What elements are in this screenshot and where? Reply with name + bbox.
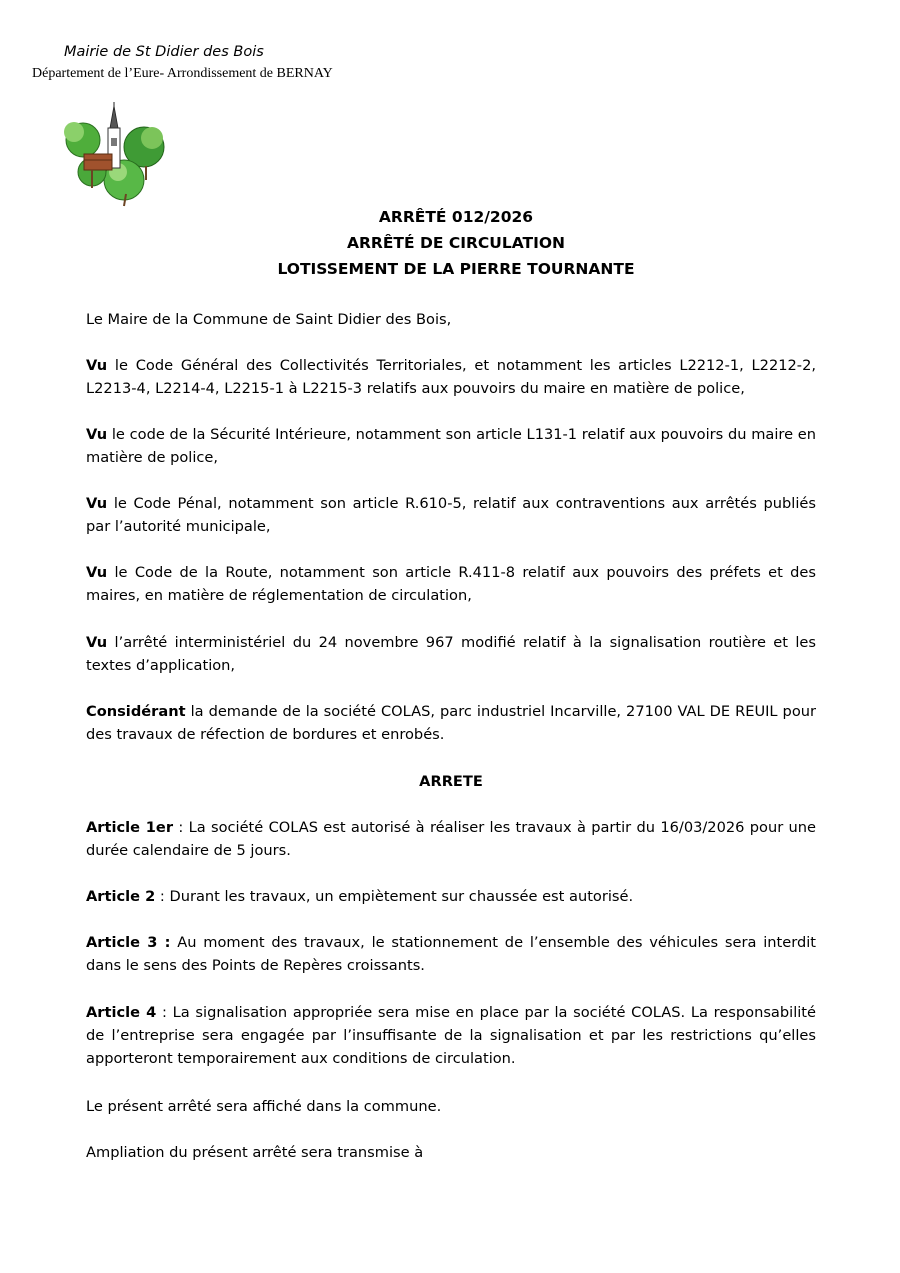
article-text: : La signalisation appropriée sera mise en place par la société COLAS. La responsabilité de l’entreprise sera engagée par l’insuffisante de la signalisation et par les restrictions qu’elles apporteront temporairement aux conditions de circulation.	[86, 1004, 816, 1067]
village-logo-icon	[58, 102, 170, 208]
vu-text: le code de la Sécurité Intérieure, notamment son article L131-1 relatif aux pouvoirs du maire en matière de police,	[86, 426, 816, 466]
article-label: Article 4	[86, 1004, 157, 1021]
arrete-number: ARRÊTÉ 012/2026	[378, 208, 534, 226]
article-text: Au moment des travaux, le stationnement de l’ensemble des véhicules sera interdit dans le sens des Points de Repères croissants.	[86, 934, 816, 974]
vu-paragraph	[86, 561, 816, 607]
vu-label: Vu	[86, 426, 108, 443]
article-paragraph	[86, 816, 816, 862]
vu-paragraph	[86, 354, 816, 400]
considerant-label: Considérant	[86, 703, 186, 720]
vu-label: Vu	[86, 495, 108, 512]
arrete-heading: ARRETE	[419, 773, 483, 790]
considerant-text: la demande de la société COLAS, parc industriel Incarville, 27100 VAL DE REUIL pour des travaux de réfection de bordures et enrobés.	[86, 703, 816, 743]
considerant-paragraph	[86, 700, 816, 746]
article-paragraph	[86, 931, 816, 977]
vu-text: le Code Pénal, notamment son article R.610-5, relatif aux contraventions aux arrêtés publiés par l’autorité municipale,	[86, 495, 816, 535]
arrete-type: ARRÊTÉ DE CIRCULATION	[346, 234, 566, 252]
closing-paragraph: Le présent arrêté sera affiché dans la commune.	[86, 1098, 442, 1115]
article-label: Article 3 :	[86, 934, 171, 951]
article-label: Article 2	[86, 888, 156, 905]
vu-text: le Code de la Route, notamment son article R.411-8 relatif aux pouvoirs des préfets et des maires, en matière de réglementation de circulation,	[86, 564, 816, 604]
article-paragraph	[86, 885, 816, 908]
article-text: : La société COLAS est autorisé à réaliser les travaux à partir du 16/03/2026 pour une durée calendaire de 5 jours.	[86, 819, 816, 859]
vu-text: le Code Général des Collectivités Territoriales, et notamment les articles L2212-1, L2212-2, L2213-4, L2214-4, L2215-1 à L2215-3 relatifs aux pouvoirs du maire en matière de police,	[86, 357, 816, 397]
departement-line: Département de l’Eure- Arrondissement de BERNAY	[32, 66, 333, 81]
vu-paragraph	[86, 423, 816, 469]
intro-paragraph: Le Maire de la Commune de Saint Didier des Bois,	[86, 311, 452, 328]
vu-label: Vu	[86, 564, 108, 581]
closing-paragraph: Ampliation du présent arrêté sera transmise à	[86, 1144, 424, 1161]
vu-label: Vu	[86, 357, 108, 374]
vu-text: l’arrêté interministériel du 24 novembre 967 modifié relatif à la signalisation routière et les textes d’application,	[86, 634, 816, 674]
vu-paragraph	[86, 631, 816, 677]
article-paragraph	[86, 1001, 816, 1070]
vu-paragraph	[86, 492, 816, 538]
mairie-name: Mairie de St Didier des Bois	[64, 44, 264, 60]
article-text: : Durant les travaux, un empiètement sur chaussée est autorisé.	[155, 888, 634, 905]
article-label: Article 1er	[86, 819, 174, 836]
arrete-location: LOTISSEMENT DE LA PIERRE TOURNANTE	[277, 260, 635, 278]
vu-label: Vu	[86, 634, 108, 651]
